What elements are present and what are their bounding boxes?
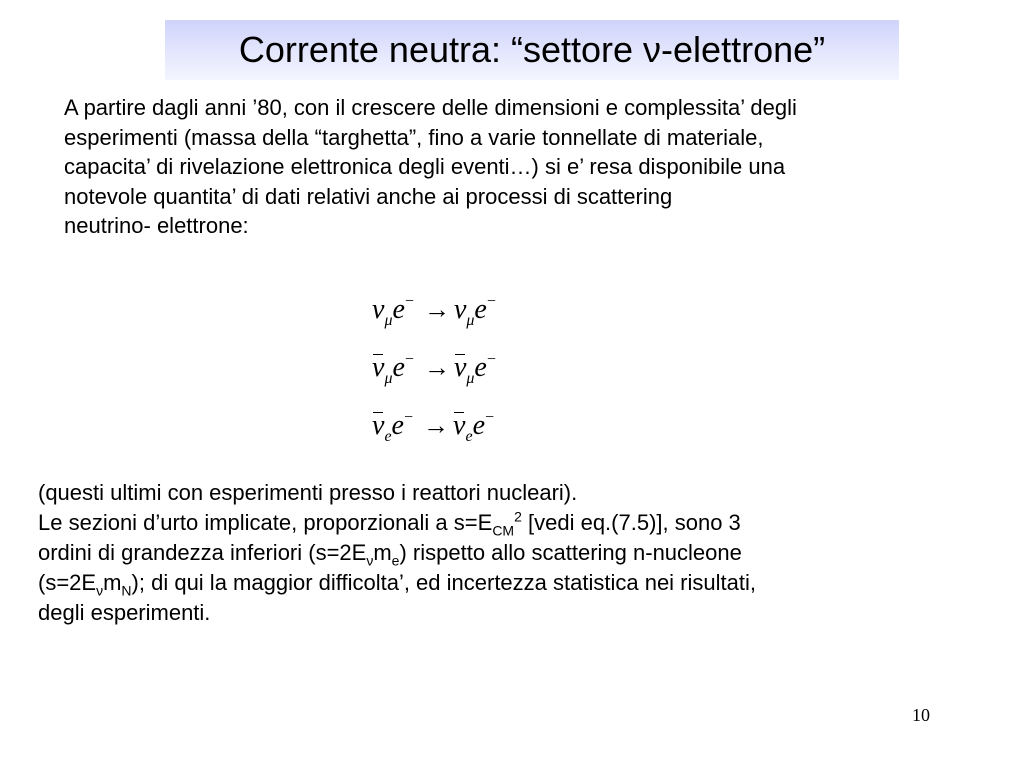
conclusion-line [38, 538, 978, 568]
subscript-nu: ν [366, 552, 374, 569]
reaction-arrow: → [423, 411, 450, 440]
subscript-cm: CM [492, 522, 515, 539]
text-run: m [103, 570, 122, 595]
reaction-antinumu-electron [372, 340, 496, 387]
text-run: Le sezioni d’urto implicate, proporzionali a s=E [38, 510, 493, 535]
electron-symbol: e [391, 410, 404, 441]
subscript-mu: μ [466, 370, 475, 387]
negative-charge: − [485, 409, 495, 426]
conclusion-line [38, 568, 978, 598]
negative-charge: − [403, 409, 414, 426]
slide-title: Corrente neutra: “settore ν-elettrone” [238, 29, 826, 70]
text-run: ordini di grandezza inferiori (s=2E [38, 540, 367, 565]
electron-symbol: e [472, 410, 485, 441]
conclusion-paragraph [38, 478, 978, 628]
reaction-antinue-electron [372, 398, 495, 445]
conclusion-line [38, 508, 978, 538]
intro-line: capacita’ di rivelazione elettronica degli eventi…) si e’ resa disponibile una [64, 154, 786, 179]
antineutrino-symbol: ν [372, 406, 384, 446]
subscript-e: e [391, 552, 400, 569]
electron-symbol: e [392, 294, 405, 325]
superscript-2: 2 [514, 508, 522, 525]
reaction-arrow: → [423, 295, 450, 324]
electron-symbol: e [392, 352, 405, 383]
conclusion-line: degli esperimenti. [38, 600, 211, 625]
intro-line: esperimenti (massa della “targhetta”, fino a varie tonnellate di materiale, [64, 124, 764, 150]
text-run: [vedi eq.(7.5)], sono 3 [521, 510, 741, 535]
text-run: m [373, 540, 392, 565]
intro-line: A partire dagli anni ’80, con il crescere delle dimensioni e complessita’ degli [64, 95, 797, 120]
subscript-mu: μ [384, 370, 393, 387]
reaction-arrow: → [423, 353, 450, 382]
negative-charge: − [404, 351, 414, 368]
subscript-mu: μ [466, 312, 475, 329]
neutrino-symbol: ν [372, 294, 385, 325]
conclusion-line: (questi ultimi con esperimenti presso i reattori nucleari). [38, 480, 578, 505]
page-number: 10 [912, 705, 930, 725]
subscript-e: e [384, 428, 392, 445]
text-run: (s=2E [38, 570, 97, 595]
negative-charge: − [486, 293, 496, 310]
subscript-e: e [465, 428, 473, 445]
electron-symbol: e [474, 294, 487, 325]
title-banner [165, 20, 899, 80]
antineutrino-symbol: ν [454, 348, 466, 388]
intro-line: notevole quantita’ di dati relativi anche ai processi di scattering [64, 183, 673, 209]
intro-paragraph [64, 93, 1019, 241]
negative-charge: − [486, 351, 496, 368]
neutrino-symbol: ν [453, 294, 467, 325]
text-run: ) rispetto allo scattering n-nucleone [399, 540, 742, 565]
subscript-nu: ν [96, 582, 104, 599]
electron-symbol: e [474, 352, 487, 383]
reaction-numu-electron [372, 282, 496, 329]
intro-line: neutrino- elettrone: [64, 213, 249, 238]
negative-charge: − [404, 293, 414, 310]
subscript-n: N [121, 582, 132, 599]
text-run: ); di qui la maggior difficolta’, ed incertezza statistica nei risultati, [131, 570, 756, 595]
antineutrino-symbol: ν [372, 348, 384, 388]
subscript-mu: μ [384, 312, 393, 329]
antineutrino-symbol: ν [453, 406, 465, 446]
